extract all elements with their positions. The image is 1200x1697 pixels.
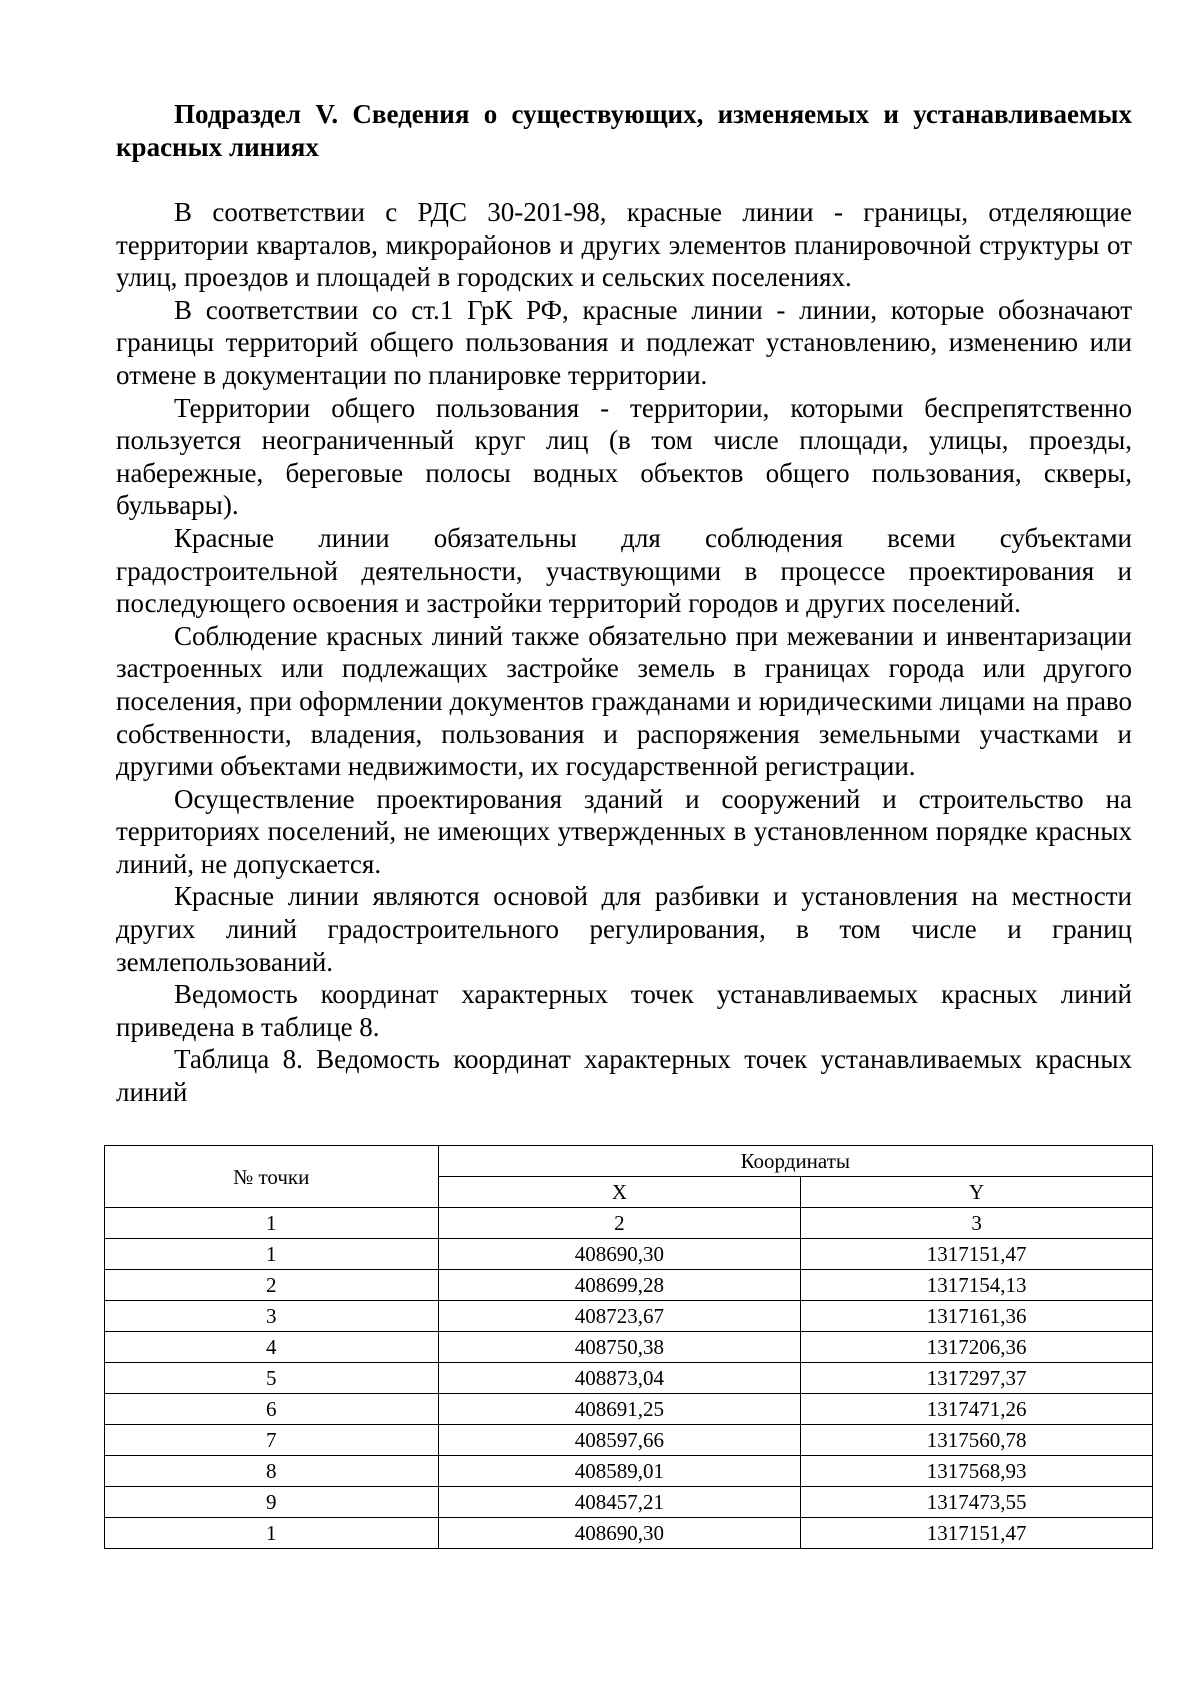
x-coordinate-cell: 408691,25: [438, 1394, 801, 1425]
point-number-cell: 7: [105, 1425, 439, 1456]
paragraph-public-territories: Территории общего пользования - территории, которыми беспрепятственно пользуется неограниченный круг лиц (в том числе площади, улицы, проезды, набережные, береговые полосы водных объектов общего пользования, скверы, бульвары).: [116, 392, 1132, 521]
table-row: [105, 1239, 1153, 1270]
header-x: X: [438, 1177, 801, 1208]
table-caption: Таблица 8. Ведомость координат характерных точек устанавливаемых красных линий: [116, 1044, 1132, 1108]
header-y: Y: [801, 1177, 1153, 1208]
table-row: [105, 1487, 1153, 1518]
paragraph-rds-definition: В соответствии с РДС 30-201-98, красные линии - границы, отделяющие территории кварталов, микрорайонов и других элементов планировочной структуры от улиц, проездов и площадей в городских и сельских поселениях.: [116, 197, 1132, 293]
point-number-cell: 8: [105, 1456, 439, 1487]
table-row: [105, 1518, 1153, 1549]
header-coordinates: Координаты: [438, 1146, 1152, 1177]
header-point-number: № точки: [105, 1146, 439, 1208]
point-number-cell: 5: [105, 1363, 439, 1394]
y-coordinate-cell: 1317473,55: [801, 1487, 1153, 1518]
x-coordinate-cell: 408589,01: [438, 1456, 801, 1487]
y-coordinate-cell: 1317206,36: [801, 1332, 1153, 1363]
x-coordinate-cell: 408690,30: [438, 1518, 801, 1549]
point-number-cell: 1: [105, 1239, 439, 1270]
table-row: [105, 1363, 1153, 1394]
y-coordinate-cell: 1317154,13: [801, 1270, 1153, 1301]
numbering-cell: 3: [801, 1208, 1153, 1239]
table-row: [105, 1425, 1153, 1456]
x-coordinate-cell: 408750,38: [438, 1332, 801, 1363]
x-coordinate-cell: 408699,28: [438, 1270, 801, 1301]
x-coordinate-cell: 408457,21: [438, 1487, 801, 1518]
y-coordinate-cell: 1317560,78: [801, 1425, 1153, 1456]
y-coordinate-cell: 1317568,93: [801, 1456, 1153, 1487]
point-number-cell: 9: [105, 1487, 439, 1518]
table-row: [105, 1301, 1153, 1332]
document-page: [116, 98, 1132, 1109]
point-number-cell: 6: [105, 1394, 439, 1425]
y-coordinate-cell: 1317151,47: [801, 1239, 1153, 1270]
table-row: [105, 1270, 1153, 1301]
paragraph-surveying: Соблюдение красных линий также обязательно при межевании и инвентаризации застроенных или подлежащих застройке земель в границах города или другого поселения, при оформлении документов гражданами и юридическими лицами на право собственности, владения, пользования и распоряжения земельными участками и другими объектами недвижимости, их государственной регистрации.: [116, 620, 1132, 782]
x-coordinate-cell: 408690,30: [438, 1239, 801, 1270]
table-numbering-row: [105, 1208, 1153, 1239]
numbering-cell: 1: [105, 1208, 439, 1239]
numbering-cell: 2: [438, 1208, 801, 1239]
point-number-cell: 4: [105, 1332, 439, 1363]
table-header-row: [105, 1146, 1153, 1177]
point-number-cell: 3: [105, 1301, 439, 1332]
paragraph-grk-definition: В соответствии со ст.1 ГрК РФ, красные линии - линии, которые обозначают границы территорий общего пользования и подлежат установлению, изменению или отмене в документации по планировке территории.: [116, 294, 1132, 390]
y-coordinate-cell: 1317471,26: [801, 1394, 1153, 1425]
y-coordinate-cell: 1317151,47: [801, 1518, 1153, 1549]
table-row: [105, 1456, 1153, 1487]
x-coordinate-cell: 408873,04: [438, 1363, 801, 1394]
x-coordinate-cell: 408723,67: [438, 1301, 801, 1332]
coordinates-table: [104, 1145, 1153, 1549]
y-coordinate-cell: 1317297,37: [801, 1363, 1153, 1394]
paragraph-table-reference: Ведомость координат характерных точек устанавливаемых красных линий приведена в таблице 8.: [116, 979, 1132, 1042]
table-row: [105, 1394, 1153, 1425]
paragraph-design-restriction: Осуществление проектирования зданий и сооружений и строительство на территориях поселений, не имеющих утвержденных в установленном порядке красных линий, не допускается.: [116, 783, 1132, 879]
y-coordinate-cell: 1317161,36: [801, 1301, 1153, 1332]
section-heading: Подраздел V. Сведения о существующих, изменяемых и устанавливаемых красных линиях: [116, 99, 1132, 162]
x-coordinate-cell: 408597,66: [438, 1425, 801, 1456]
paragraph-mandatory-compliance: Красные линии обязательны для соблюдения всеми субъектами градостроительной деятельности, участвующими в процессе проектирования и последующего освоения и застройки территорий городов и других поселений.: [116, 522, 1132, 619]
table-row: [105, 1332, 1153, 1363]
paragraph-basis-for-layout: Красные линии являются основой для разбивки и установления на местности других линий градостроительного регулирования, в том числе и границ землепользований.: [116, 881, 1132, 977]
point-number-cell: 2: [105, 1270, 439, 1301]
point-number-cell: 1: [105, 1518, 439, 1549]
